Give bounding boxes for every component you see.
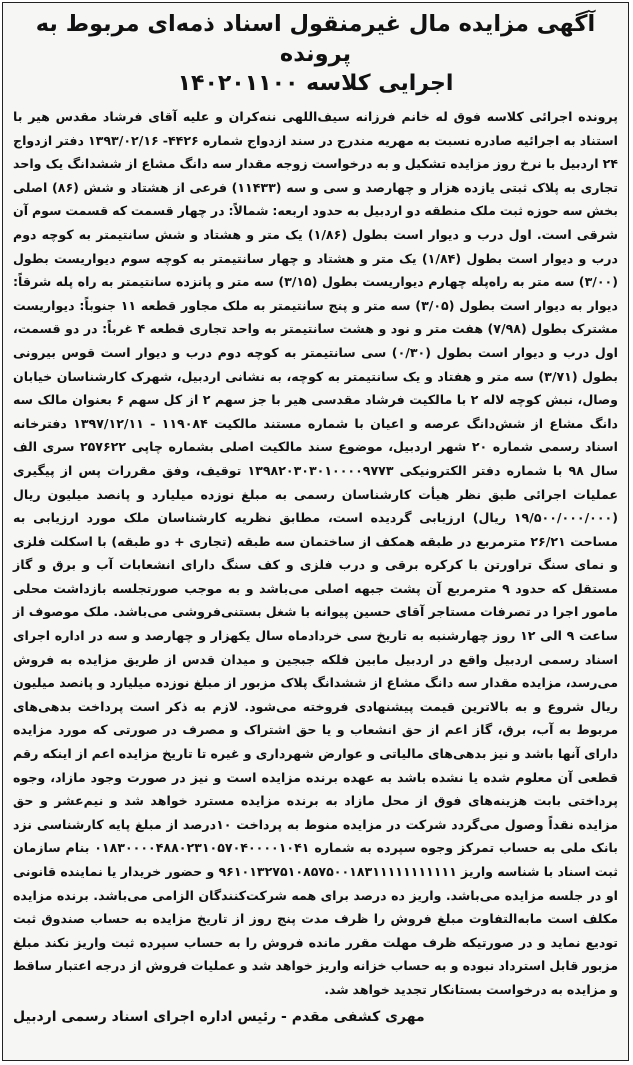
auction-notice — [2, 2, 629, 1061]
case-number-subtitle: اجرایی کلاسه ۱۴۰۲۰۱۱۰۰ — [177, 71, 454, 96]
notice-title: آگهی مزایده مال غیرمنقول اسناد ذمه‌ای مربوط به پرونده — [35, 11, 596, 67]
signature-line: مهری کشفی مقدم - رئیس اداره اجرای اسناد رسمی اردبیل — [13, 1008, 425, 1025]
notice-body: پرونده اجرائی کلاسه فوق له خانم فرزانه سیف‌اللهی ننه‌کران و علیه آقای فرشاد مقدس هیر با استناد به اجرائیه صادره نسبت به مهریه مندرج در سند ازدواج شماره ۴۴۲۶- ۱۳۹۳/۰۲/۱۶ دفتر ازدواج ۲۴ اردبیل با نرخ روز مزایده تشکیل و به درخواست زوجه مقدار سه دانگ مشاع از ششدانگ یک واحد تجاری به پلاک ثبتی یازده هزار و چهارصد و سی و سه (۱۱۴۳۳) فرعی از هشتاد و شش (۸۶) اصلی بخش سه حوزه ثبت ملک منطقه دو اردبیل به حدود اربعه: شمالاً: در چهار قسمت که قسمت سوم آن شرقی است. اول درب و دیوار است بطول (۱/۸۶) یک متر و هشتاد و شش سانتیمتر به کوچه دوم درب و دیوار است بطول (۱/۸۴) یک متر و هشتاد و چهار سانتیمتر به کوچه سوم دیواریست بطول (۳/۰۰) سه متر به راه‌پله چهارم دیواریست بطول (۳/۱۵) سه متر و پانزده سانتیمتر به راه پله شرقاً: دیوار به دیوار است بطول (۳/۰۵) سه متر و پنج سانتیمتر به ملک مجاور قطعه ۱۱ جنوباً: دیواریست مشترک بطول (۷/۹۸) هفت متر و نود و هشت سانتیمتر به واحد تجاری قطعه ۴ غرباً: در دو قسمت، اول درب و دیوار است بطول (۰/۳۰) سی سانتیمتر به کوچه دوم درب و دیوار است قوس بیرونی بطول (۳/۷۱) سه متر و هفتاد و یک سانتیمتر به کوچه، به نشانی اردبیل، شهرک کارشناسان خیابان وصال، نبش کوچه لاله ۲ با مالکیت فرشاد مقدسی هیر با جز سهم ۲ از کل سهم ۶ بعنوان مالک سه دانگ مشاع از شش‌دانگ عرصه و اعیان با شماره مستند مالکیت ۱۱۹۰۸۴ - ۱۳۹۷/۱۲/۱۱ دفترخانه اسناد رسمی شماره ۲۰ شهر اردبیل، موضوع سند مالکیت اصلی بشماره چاپی ۲۵۷۶۲۲ سری الف سال ۹۸ با شماره دفتر الکترونیکی ۱۳۹۸۲۰۳۰۳۰۱۰۰۰۰۹۷۷۳ توقیف، وفق مقررات پس از پیگیری عملیات اجرائی طبق نظر هیأت کارشناسان رسمی به مبلغ نوزده میلیارد و پانصد میلیون ریال (۱۹/۵۰۰/۰۰۰/۰۰۰ ریال) ارزیابی گردیده است، مطابق نظریه کارشناسان ملک مورد ارزیابی به مساحت ۲۶/۲۱ مترمربع در طبقه همکف از ساختمان سه طبقه (تجاری + دو طبقه) با اسکلت فلزی و نمای سنگ تراورتن با کرکره برقی و درب فلزی و کف سنگ دارای انشعابات آب و برق و گاز مستقل که حدود ۹ مترمربع آن پشت جبهه اصلی می‌باشد و به موجب صورتجلسه بازداشت محلی مامور اجرا در تصرفات مستاجر آقای حسین پیوانه با شغل بستنی‌فروشی می‌باشد. ملک موصوف از ساعت ۹ الی ۱۲ روز چهارشنبه به تاریخ سی خردادماه سال یکهزار و چهارصد و سه در اداره اجرای اسناد رسمی اردبیل واقع در اردبیل مابین فلکه جبجین و میدان قدس از طریق مزایده به فروش می‌رسد، مزایده مقدار سه دانگ مشاع از ششدانگ پلاک مزبور از مبلغ نوزده میلیارد و پانصد میلیون ریال شروع و به بالاترین قیمت پیشنهادی فروخته می‌شود. لازم به ذکر است پرداخت بدهی‌های مربوط به آب، برق، گاز اعم از حق انشعاب و یا حق اشتراک و مصرف در صورتی که مورد مزایده دارای آنها باشد و نیز بدهی‌های مالیاتی و عوارض شهرداری و غیره تا تاریخ مزایده اعم از اینکه رقم قطعی آن معلوم شده یا نشده باشد به عهده برنده مزایده است و نیز در صورت وجود مازاد، وجوه پرداختی بابت هزینه‌های فوق از محل مازاد به برنده مزایده مسترد خواهد شد و نیم‌عشر و حق مزایده نقداً وصول می‌گردد شرکت در مزایده منوط به پرداخت ۱۰درصد از مبلغ پایه کارشناسی نزد بانک ملی به حساب تمرکز وجوه سپرده به شماره ۰۱۸۳۰۰۰۰۴۸۸۰۲۳۱۰۵۷۰۴۰۰۰۰۱۰۴۱ بنام سازمان ثبت اسناد با شناسه واریز ۹۶۱۰۱۳۲۷۵۱۰۸۵۷۵۰۰۱۸۳۱۱۱۱۱۱۱۱۱۱۱ و حضور خریدار یا نماینده قانونی او در جلسه مزایده می‌باشد. واریز ده درصد برای همه شرکت‌کنندگان الزامی می‌باشد. برنده مزایده مکلف است مابه‌التفاوت مبلغ فروش را ظرف مدت پنج روز از تاریخ مزایده به حساب صندوق ثبت تودیع نماید و در صورتیکه ظرف مهلت مقرر مانده فروش را به حساب سپرده ثبت واریز نکند مبلغ مزبور قابل استرداد نبوده و به حساب خزانه واریز خواهد شد و عملیات فروش از درجه اعتبار ساقط و مزایده به درخواست بستانکار تجدید خواهد شد. — [13, 109, 619, 997]
